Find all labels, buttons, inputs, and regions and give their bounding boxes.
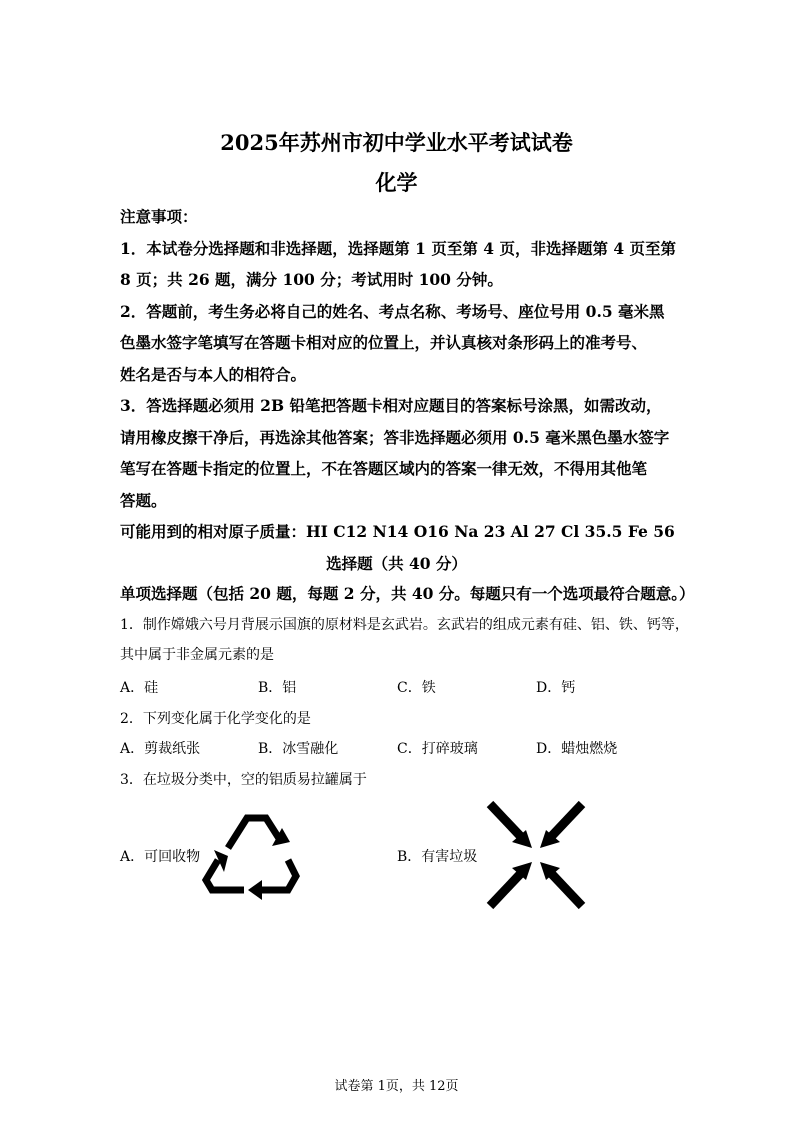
atomic-masses: 可能用到的相对原子质量：HI C12 N14 O16 Na 23 Al 27 Cl 35.5 Fe 56 (120, 522, 675, 541)
page-title: 2025年苏州市初中学业水平考试试卷 (220, 130, 573, 155)
question-2-option-b: B．冰雪融化 (258, 741, 339, 757)
hazard-arrows-icon (486, 800, 586, 910)
question-1-option-b: B．铝 (258, 680, 297, 696)
recycle-icon (202, 810, 298, 898)
question-3-option-a: A．可回收物 (120, 849, 201, 865)
question-2-option-d: D．蜡烛燃烧 (536, 741, 618, 757)
question-1-stem: 1．制作嫦娥六号月背展示国旗的原材料是玄武岩。玄武岩的组成元素有硅、铝、铁、钙等， (120, 617, 689, 633)
notice-line: 答题。 (120, 491, 167, 510)
question-2-option-a: A．剪裁纸张 (120, 741, 201, 757)
notice-line: 色墨水签字笔填写在答题卡相对应的位置上，并认真核对条形码上的准考号、 (120, 333, 648, 352)
question-3-stem: 3．在垃圾分类中，空的铝质易拉罐属于 (120, 772, 367, 788)
notice-line: 8 页；共 26 题，满分 100 分；考试用时 100 分钟。 (120, 270, 503, 289)
question-1-option-c: C．铁 (397, 680, 436, 696)
section-instruction: 单项选择题（包括 20 题，每题 2 分，共 40 分。每题只有一个选项最符合题意。） (120, 584, 695, 603)
notice-line: 2．答题前，考生务必将自己的姓名、考点名称、考场号、座位号用 0.5 毫米黑 (120, 302, 665, 321)
question-2-stem: 2．下列变化属于化学变化的是 (120, 711, 311, 727)
subject-title: 化学 (375, 170, 418, 195)
question-2-option-c: C．打碎玻璃 (397, 741, 478, 757)
question-1-option-a: A．硅 (120, 680, 159, 696)
notice-line: 3．答选择题必须用 2B 铅笔把答题卡相对应题目的答案标号涂黑，如需改动， (120, 396, 662, 415)
notice-line: 笔写在答题卡指定的位置上，不在答题区域内的答案一律无效，不得用其他笔 (120, 459, 648, 478)
page-footer: 试卷第 1页，共 12页 (334, 1079, 459, 1094)
notice-line: 1．本试卷分选择题和非选择题，选择题第 1 页至第 4 页，非选择题第 4 页至第 (120, 239, 677, 258)
notice-line: 请用橡皮擦干净后，再选涂其他答案；答非选择题必须用 0.5 毫米黑色墨水签字 (120, 428, 670, 447)
notice-line: 姓名是否与本人的相符合。 (120, 365, 307, 384)
question-1-option-d: D．钙 (536, 680, 576, 696)
notice-heading: 注意事项： (120, 207, 198, 226)
question-1-stem: 其中属于非金属元素的是 (120, 647, 274, 663)
section-title: 选择题（共 40 分） (326, 554, 467, 573)
question-3-option-b: B．有害垃圾 (397, 849, 478, 865)
